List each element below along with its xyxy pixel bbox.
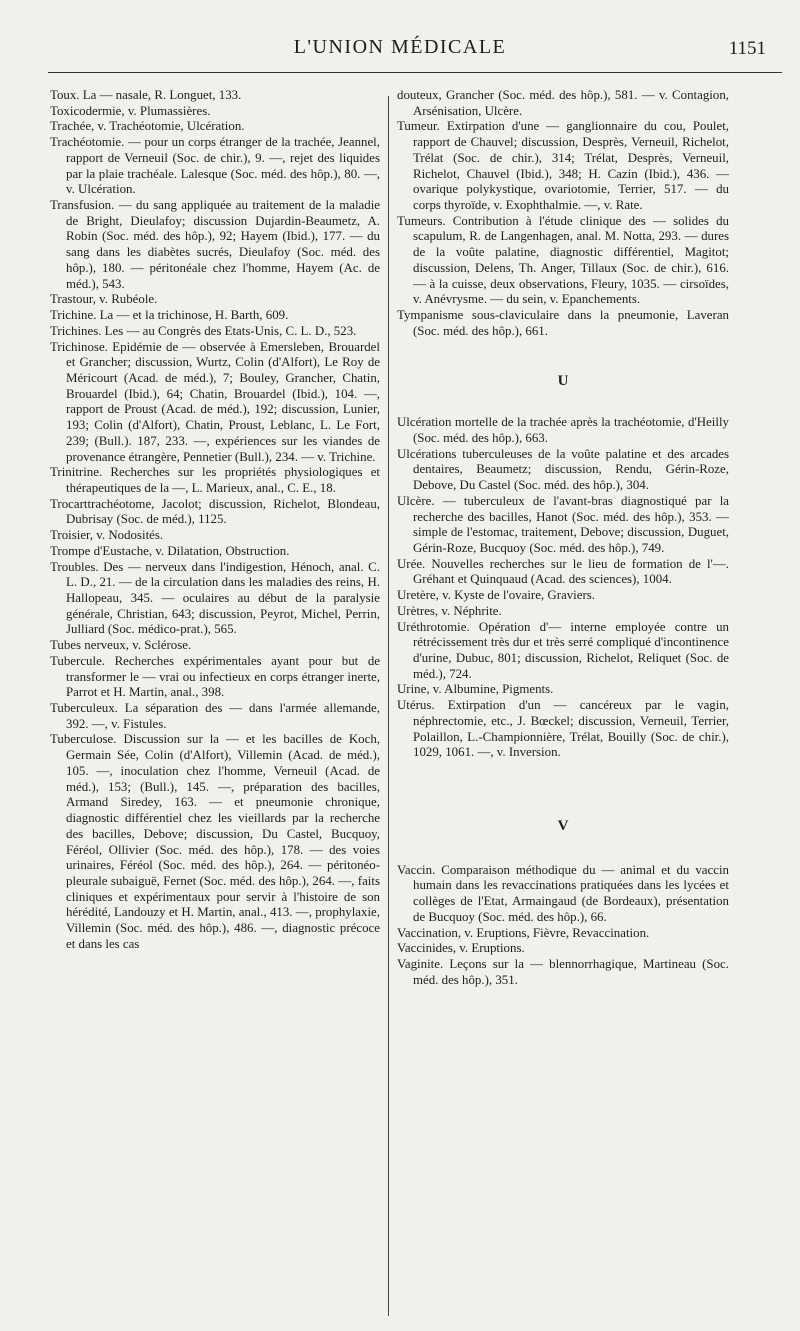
- index-entry: Tuberculose. Discussion sur la — et les bacilles de Koch, Germain Sée, Colin (d'Alfort), Villemin (Acad. de méd.), 105. —, inoculation chez l'homme, Verneuil (Acad. de méd.), 153; (Bull.), 145. —, préparation des bacilles, Armand Siredey, 163. — et pneumonie chronique, diagnostic différentiel chez les vieillards par la recherche des bacilles, Debove; discussion, Du Castel, Bucquoy, Féréol, Ollivier (Soc. méd. des hôp.), 178. — des voies urinaires, Féréol (Soc. méd. des hôp.), 264. — péritonéo-pleurale subaiguë, Fernet (Soc. méd. des hôp.), 264. —, faits cliniques et expérimentaux pour servir à l'histoire de son hérédité, Landouzy et H. Martin, anal., 413. —, prophylaxie, Villemin (Soc. méd. des hôp.), 486. —, diagnostic précoce et dans les cas: [50, 732, 380, 951]
- index-entry: Trachée, v. Trachéotomie, Ulcération.: [50, 119, 245, 134]
- index-entry: Uréthrotomie. Opération d'— interne employée contre un rétrécissement très dur et très serré compliqué d'incontinence d'urine, Dubuc, 801; discussion, Richelot, Reliquet (Soc. de méd.), 724.: [397, 619, 729, 681]
- index-entry: Trompe d'Eustache, v. Dilatation, Obstruction.: [50, 543, 290, 558]
- index-entry: Trichinose. Epidémie de — observée à Emersleben, Brouardel et Grancher; discussion, Wurtz, Colin (d'Alfort), Le Roy de Méricourt (Acad. de méd.), 7; Bouley, Grancher, Chatin, Brouardel (Ibid.), 64; Chatin, Brouardel (Ibid.), 104. —, rapport de Proust (Acad. de méd.), 192; discussion, Lunier, 193; Colin (d'Alfort), Chatin, Proust, Leblanc, L. Le Fort, 239; (Bull.). 187, 233. —, expériences sur les viandes de provenance étrangère, Pennetier (Bull.), 234. — v. Trichine.: [50, 339, 380, 464]
- index-entry: Tuberculeux. La séparation des — dans l'armée allemande, 392. —, v. Fistules.: [50, 701, 380, 731]
- index-entry: Vaccinides, v. Eruptions.: [397, 941, 525, 956]
- index-entry: Tubes nerveux, v. Sclérose.: [50, 638, 192, 653]
- index-entry: Utérus. Extirpation d'un — cancéreux par le vagin, néphrectomie, etc., J. Bœckel; discussion, Verneuil, Terrier, Polaillon, L.-Championnière, Trélat, Bouilly (Soc. de chir.), 1029, 1061. —, v. Inversion.: [397, 698, 729, 760]
- index-entry: Transfusion. — du sang appliquée au traitement de la maladie de Bright, Dieulafoy; discussion Dujardin-Beaumetz, A. Robin (Soc. méd. des hôp.), 92; Hayem (Ibid.), 177. — du sang dans les diabètes sucrés, Dieulafoy (Soc. méd. des hôp.), 180. — péritonéale chez l'homme, Hayem (Ac. de méd.), 543.: [50, 198, 380, 291]
- index-entry: douteux, Grancher (Soc. méd. des hôp.), 581. — v. Contagion, Arsénisation, Ulcère.: [397, 88, 729, 118]
- index-entry: Tympanisme sous-claviculaire dans la pneumonie, Laveran (Soc. méd. des hôp.), 661.: [397, 308, 729, 338]
- index-entry: Vaccination, v. Eruptions, Fièvre, Revaccination.: [397, 925, 650, 940]
- section-letter: U: [557, 372, 569, 389]
- index-entry: Vaccin. Comparaison méthodique du — animal et du vaccin humain dans les revaccinations pratiquées dans les lycées et collèges de l'Etat, Armaingaud (de Bordeaux), présentation de Bucquoy (Soc. méd. des hôp.), 66.: [397, 862, 729, 924]
- index-entry: Trichine. La — et la trichinose, H. Barth, 609.: [50, 308, 289, 323]
- index-entry: Trocarttrachéotome, Jacolot; discussion, Richelot, Blondeau, Dubrisay (Soc. de méd.), 1125.: [50, 496, 380, 527]
- index-entry: Vaginite. Leçons sur la — blennorrhagique, Martineau (Soc. méd. des hôp.), 351.: [397, 957, 729, 987]
- index-entry: Trachéotomie. — pour un corps étranger de la trachée, Jeannel, rapport de Verneuil (Soc. de chir.), 9. —, rejet des liquides par la plaie trachéale. Lalesque (Soc. méd. des hôp.), 80. —, v. Ulcération.: [50, 135, 380, 197]
- index-entry: Urine, v. Albumine, Pigments.: [397, 682, 554, 697]
- left-column: [50, 88, 380, 953]
- index-entry: Trichines. Les — au Congrès des Etats-Unis, C. L. D., 523.: [50, 323, 357, 338]
- index-entry: Troisier, v. Nodosités.: [50, 528, 164, 543]
- section-letter: V: [557, 818, 569, 835]
- index-entry: Urée. Nouvelles recherches sur le lieu de formation de l'—. Gréhant et Quinquaud (Acad. des sciences), 1004.: [397, 556, 729, 587]
- page-number: 1151: [728, 38, 766, 59]
- column-divider: [388, 96, 389, 1316]
- index-entry: Ulcère. — tuberculeux de l'avant-bras diagnostiqué par la recherche des bacilles, Hanot (Soc. méd. des hôp.), 353. — simple de l'estomac, traitement, Debove; discussion, Duguet, Gérin-Roze, Bucquoy (Soc. méd. des hôp.), 749.: [397, 493, 729, 555]
- index-entry: Uretère, v. Kyste de l'ovaire, Graviers.: [397, 588, 595, 603]
- index-entry: Ulcérations tuberculeuses de la voûte palatine et des arcades dentaires, Beaumetz; discussion, Rendu, Gérin-Roze, Debove, Du Castel (Soc. méd. des hôp.), 304.: [397, 446, 729, 493]
- index-entry: Toux. La — nasale, R. Longuet, 133.: [50, 88, 242, 102]
- index-entry: Tumeur. Extirpation d'une — ganglionnaire du cou, Poulet, rapport de Chauvel; discussion, Desprès, Verneuil, Richelot, Trélat (Soc. de chir.), 314; Trélat, Desprès, Verneuil, Richelot, Chauvel (Ibid.), 348; H. Cazin (Ibid.), 436. — ovarique polykystique, ovariotomie, Terrier, 517. — du corps thyroïde, v. Exophthalmie. —, v. Rate.: [397, 119, 729, 213]
- index-entry: Toxicodermie, v. Plumassières.: [50, 103, 211, 118]
- index-entry: Tubercule. Recherches expérimentales ayant pour but de transformer le — vrai ou infectieux en corps étranger inerte, Parrot et H. Martin, anal., 398.: [50, 653, 380, 700]
- index-entry: Ulcération mortelle de la trachée après la trachéotomie, d'Heilly (Soc. méd. des hôp.), 663.: [397, 415, 729, 445]
- page-header: [0, 28, 800, 68]
- index-entry: Trinitrine. Recherches sur les propriétés physiologiques et thérapeutiques de la —, L. Marieux, anal., C. E., 18.: [50, 465, 380, 495]
- index-entry: Troubles. Des — nerveux dans l'indigestion, Hénoch, anal. C. L. D., 21. — de la circulation dans les maladies des reins, H. Hallopeau, 345. — oculaires au début de la paralysie générale, Christian, 643; discussion, Peyrot, Michel, Perrin, Julliard (Soc. médico-prat.), 565.: [50, 559, 380, 637]
- header-rule: [48, 72, 782, 73]
- index-entry: Tumeurs. Contribution à l'étude clinique des — solides du scapulum, R. de Langenhagen, anal. M. Notta, 293. — dures de la voûte palatine, diagnostic différentiel, Magitot; discussion, Delens, Th. Anger, Tillaux (Soc. de chir.), 616. — à la cuisse, deux observations, Fleury, 1035. — cirsoïdes, v. Anévrysme. — du sein, v. Epanchements.: [397, 213, 729, 307]
- index-entry: Trastour, v. Rubéole.: [50, 292, 158, 307]
- index-entry: Urètres, v. Néphrite.: [397, 603, 502, 618]
- right-column: [397, 88, 729, 989]
- running-head: L'UNION MÉDICALE: [293, 36, 507, 58]
